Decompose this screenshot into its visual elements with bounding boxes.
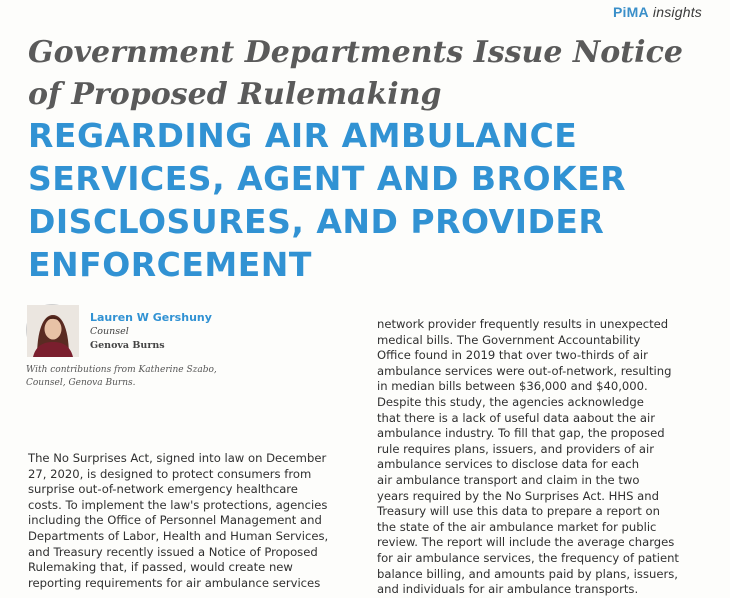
body-line: Rulemaking that, if passed, would create new xyxy=(28,560,293,575)
publication-logo xyxy=(613,4,702,20)
body-line: that there is a lack of useful data aabout the air xyxy=(377,410,655,425)
body-line: and Treasury recently issued a Notice of Proposed xyxy=(28,544,318,559)
body-line: Office found in 2019 that over two-thirds of air xyxy=(377,348,648,363)
body-line: Treasury will use this data to prepare a report on xyxy=(377,504,660,519)
author-photo-icon xyxy=(27,305,79,357)
body-line: surprise out-of-network emergency healthcare xyxy=(28,482,298,497)
body-line: in median bills between $36,000 and $40,000. xyxy=(377,379,648,394)
author-title: Counsel xyxy=(90,326,129,337)
contributions-note xyxy=(26,364,256,390)
title-line: Government Departments Issue Notice xyxy=(28,35,683,70)
body-line: ambulance industry. To fill that gap, the proposed xyxy=(377,426,665,441)
body-column-left xyxy=(28,451,358,591)
title-line: of Proposed Rulemaking xyxy=(28,77,442,112)
contributions-line: With contributions from Katherine Szabo, xyxy=(26,365,217,375)
body-line: ambulance services were out-of-network, resulting xyxy=(377,363,672,378)
author-name: Lauren W Gershuny xyxy=(90,311,212,324)
body-line: the state of the air ambulance market for public xyxy=(377,519,657,534)
subtitle-line: SERVICES, AGENT AND BROKER xyxy=(28,159,627,198)
body-line: Despite this study, the agencies acknowledge xyxy=(377,394,644,409)
author-block xyxy=(26,304,356,394)
body-line: ambulance services to disclose data for each xyxy=(377,457,640,472)
logo-insights: insights xyxy=(652,4,702,20)
body-line: and individuals for air ambulance transports. xyxy=(377,582,639,597)
body-line: network provider frequently results in unexpected xyxy=(377,317,669,331)
article-subtitle xyxy=(28,114,718,286)
article-title xyxy=(28,32,708,116)
author-firm: Genova Burns xyxy=(90,340,165,351)
subtitle-line: ENFORCEMENT xyxy=(28,245,312,284)
contributions-line: Counsel, Genova Burns. xyxy=(26,378,136,388)
body-line: years required by the No Surprises Act. HHS and xyxy=(377,488,659,503)
author-photo xyxy=(26,304,78,356)
logo-pima: PiMA xyxy=(613,4,649,20)
body-line: balance billing, and amounts paid by plans, issuers, xyxy=(377,566,678,581)
body-line: medical bills. The Government Accountability xyxy=(377,332,641,347)
body-line: including the Office of Personnel Management and xyxy=(28,513,322,528)
body-line: review. The report will include the average charges xyxy=(377,535,675,550)
body-line: reporting requirements for air ambulance services xyxy=(28,575,321,590)
body-line: The No Surprises Act, signed into law on December xyxy=(28,451,327,465)
body-line: air ambulance transport and claim in the two xyxy=(377,472,640,487)
body-column-right xyxy=(377,317,707,598)
subtitle-line: REGARDING AIR AMBULANCE xyxy=(28,116,578,155)
subtitle-line: DISCLOSURES, AND PROVIDER xyxy=(28,202,605,241)
body-line: costs. To implement the law's protections, agencies xyxy=(28,497,328,512)
body-line: for air ambulance services, the frequency of patient xyxy=(377,550,679,565)
body-line: 27, 2020, is designed to protect consumers from xyxy=(28,466,312,481)
body-line: rule requires plans, issuers, and providers of air xyxy=(377,441,654,456)
body-line: Departments of Labor, Health and Human Services, xyxy=(28,528,329,543)
